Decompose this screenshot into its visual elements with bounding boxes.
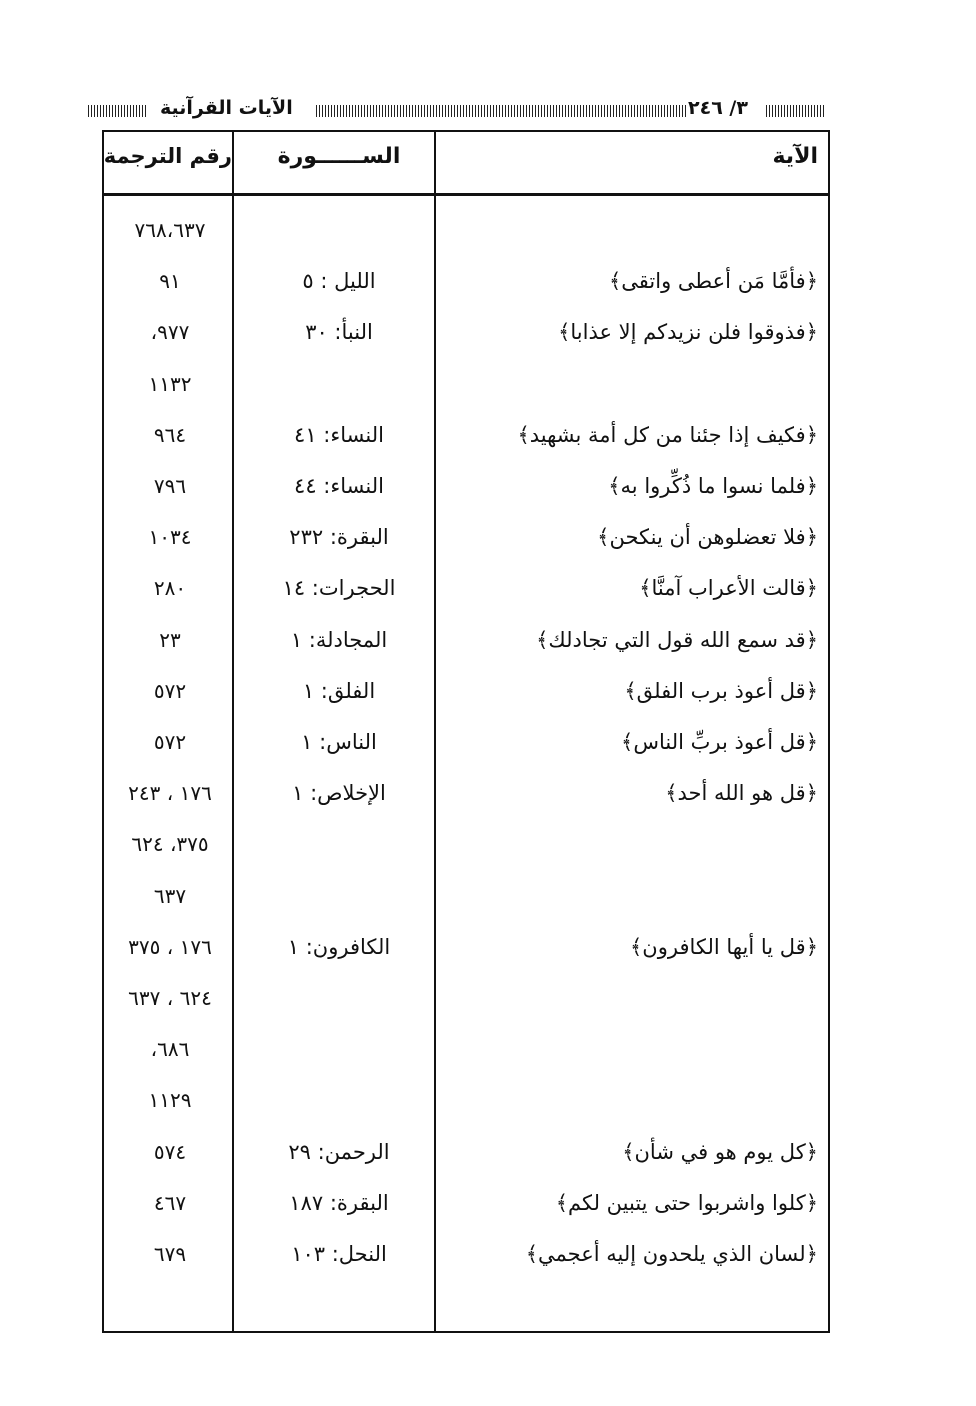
ayah-cell: ﴿قل أعوذ بربِّ الناس﴾ (621, 730, 818, 754)
ref-cell: ٦٨٦، (150, 1037, 190, 1062)
page-number: ٣/ ٢٤٦ (688, 97, 748, 119)
ref-cell: ٦٢٤ ، ٦٣٧ (128, 986, 212, 1010)
ayah-cell: ﴿فلما نسوا ما ذُكِّروا به﴾ (608, 474, 818, 498)
ref-cell: ١١٢٩ (148, 1088, 192, 1113)
ayah-cell: ﴿قالت الأعراب آمنَّا﴾ (639, 576, 818, 601)
surah-cell: البقرة: ١٨٧ (289, 1190, 389, 1215)
ref-cell: ٤٦٧ (153, 1190, 187, 1215)
surah-cell: النحل: ١٠٣ (291, 1242, 387, 1266)
ayah-cell: ﴿قد سمع الله قول التي تجادلك﴾ (536, 627, 818, 652)
table-row (104, 679, 828, 719)
table-row (104, 525, 828, 565)
ayah-cell: ﴿قل يا أيها الكافرون﴾ (630, 934, 818, 959)
ref-cell: ١٧٦ ، ٣٧٥ (128, 934, 212, 959)
ref-cell: ٣٧٥، ٦٢٤ (131, 832, 209, 857)
table-row (104, 1140, 828, 1180)
surah-cell: النساء: ٤٤ (294, 474, 384, 498)
table-row (104, 781, 828, 821)
surah-cell: النساء: ٤١ (294, 422, 384, 447)
ref-cell: ٥٧٢ (153, 678, 187, 703)
ref-cell: ٢٨٠ (153, 576, 187, 601)
table-row (104, 372, 828, 412)
ayah-cell: ﴿قل هو الله أحد﴾ (665, 781, 818, 806)
ayah-cell: ﴿فأمَّا مَن أعطى واتقى﴾ (609, 269, 818, 294)
ref-cell: ٦٣٧ (153, 883, 187, 908)
header-ornament-bar (316, 105, 686, 117)
ref-cell: ١٧٦ ، ٢٤٣ (128, 781, 212, 806)
surah-cell: البقرة: ٢٣٢ (289, 525, 389, 550)
surah-cell: الحجرات: ١٤ (282, 576, 396, 601)
header-divider (104, 193, 828, 196)
table-row (104, 320, 828, 360)
header-title: الآيات القرآنية (160, 97, 293, 119)
column-header-ref: رقم الترجمة (103, 144, 232, 168)
header-ornament-bar (88, 105, 146, 117)
table-row (104, 730, 828, 770)
ref-cell: ٩١ (159, 269, 181, 294)
index-table (102, 130, 830, 1333)
table-row (104, 628, 828, 668)
table-row (104, 423, 828, 463)
surah-cell: الليل : ٥ (302, 269, 376, 294)
surah-cell: الرحمن: ٢٩ (288, 1139, 390, 1164)
table-row (104, 1088, 828, 1128)
header-ornament-bar (766, 105, 824, 117)
surah-cell: الإخلاص: ١ (292, 781, 386, 806)
ayah-cell: ﴿قل أعوذ برب الفلق﴾ (624, 678, 818, 703)
ayah-cell: ﴿كلوا واشربوا حتى يتبين لكم﴾ (555, 1190, 818, 1215)
ayah-cell: ﴿فلا تعضلوهن أن ينكحن﴾ (597, 525, 818, 550)
ref-cell: ٥٧٤ (153, 1139, 187, 1164)
ayah-cell: ﴿فذوقوا فلن نزيدكم إلا عذابا﴾ (558, 320, 818, 345)
ref-cell: ١٠٣٤ (148, 525, 192, 550)
ayah-cell: ﴿فكيف إذا جئنا من كل أمة بشهيد﴾ (517, 422, 818, 447)
table-row (104, 1191, 828, 1231)
table-row (104, 576, 828, 616)
table-row (104, 832, 828, 872)
ref-cell: ١١٣٢ (148, 371, 192, 396)
surah-cell: المجادلة: ١ (290, 627, 388, 652)
ref-cell: ٧٩٦ (153, 474, 187, 498)
ref-cell: ٩٧٧، (150, 320, 190, 345)
surah-cell: الناس: ١ (301, 730, 377, 754)
ayah-cell: ﴿لسان الذي يلحدون إليه أعجمي﴾ (525, 1242, 818, 1266)
table-row (104, 269, 828, 309)
ref-cell: ٦٧٩ (153, 1242, 187, 1266)
table-row (104, 218, 828, 258)
ayah-cell: ﴿كل يوم هو في شأن﴾ (622, 1139, 818, 1164)
table-row (104, 1037, 828, 1077)
column-header-surah: الســــــورة (277, 144, 401, 169)
table-row (104, 884, 828, 924)
ref-cell: ٢٣ (159, 627, 181, 652)
table-row (104, 474, 828, 514)
ref-cell: ٧٦٨،٦٣٧ (134, 218, 206, 242)
column-header-ayah: الآية (772, 144, 818, 169)
table-row (104, 986, 828, 1026)
table-row (104, 935, 828, 975)
surah-cell: الكافرون: ١ (287, 934, 391, 959)
surah-cell: النبأ: ٣٠ (305, 320, 373, 345)
page-header (88, 98, 824, 124)
ref-cell: ٩٦٤ (153, 422, 187, 447)
surah-cell: الفلق: ١ (302, 678, 376, 703)
ref-cell: ٥٧٢ (153, 730, 187, 754)
table-row (104, 1242, 828, 1282)
